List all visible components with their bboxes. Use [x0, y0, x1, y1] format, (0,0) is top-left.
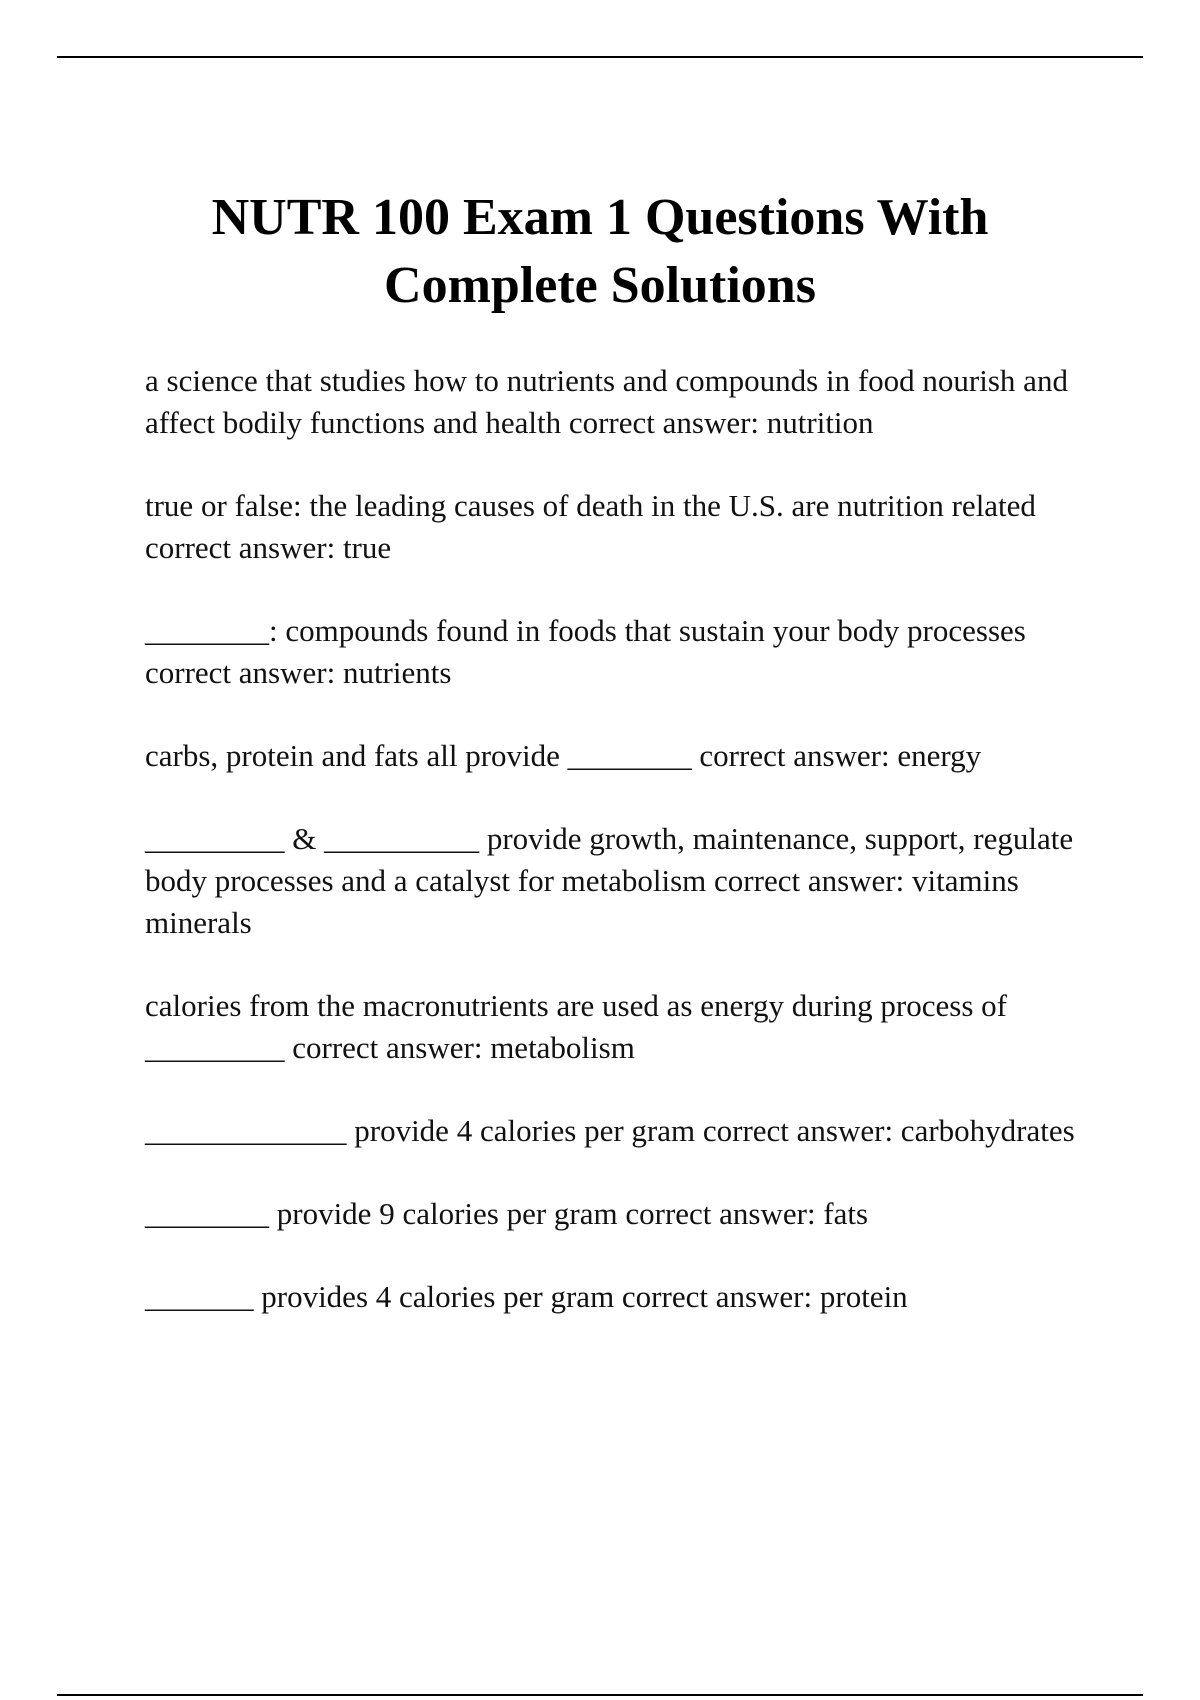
question-list: [145, 360, 1095, 1359]
question-item: _________ & __________ provide growth, maintenance, support, regulate body processes and a catalyst for metabolism correct answer: vitamins minerals: [145, 821, 1074, 940]
question-item: true or false: the leading causes of death in the U.S. are nutrition related correct answer: true: [145, 488, 1036, 565]
question-item: _____________ provide 4 calories per gram correct answer: carbohydrates: [145, 1113, 1075, 1148]
question-item: ________: compounds found in foods that sustain your body processes correct answer: nutrients: [145, 613, 1026, 690]
question-item: calories from the macronutrients are used as energy during process of _________ correct answer: metabolism: [145, 988, 1007, 1065]
top-divider: [57, 56, 1143, 58]
title-line-2: Complete Solutions: [384, 257, 816, 314]
question-item: carbs, protein and fats all provide ________ correct answer: energy: [145, 738, 982, 773]
title-line-1: NUTR 100 Exam 1 Questions With: [211, 189, 989, 246]
bottom-divider: [57, 1694, 1143, 1696]
page-title: [100, 184, 1100, 320]
question-item: _______ provides 4 calories per gram correct answer: protein: [145, 1279, 908, 1314]
question-item: a science that studies how to nutrients and compounds in food nourish and affect bodily functions and health correct answer: nutrition: [145, 363, 1068, 440]
question-item: ________ provide 9 calories per gram correct answer: fats: [145, 1196, 869, 1231]
